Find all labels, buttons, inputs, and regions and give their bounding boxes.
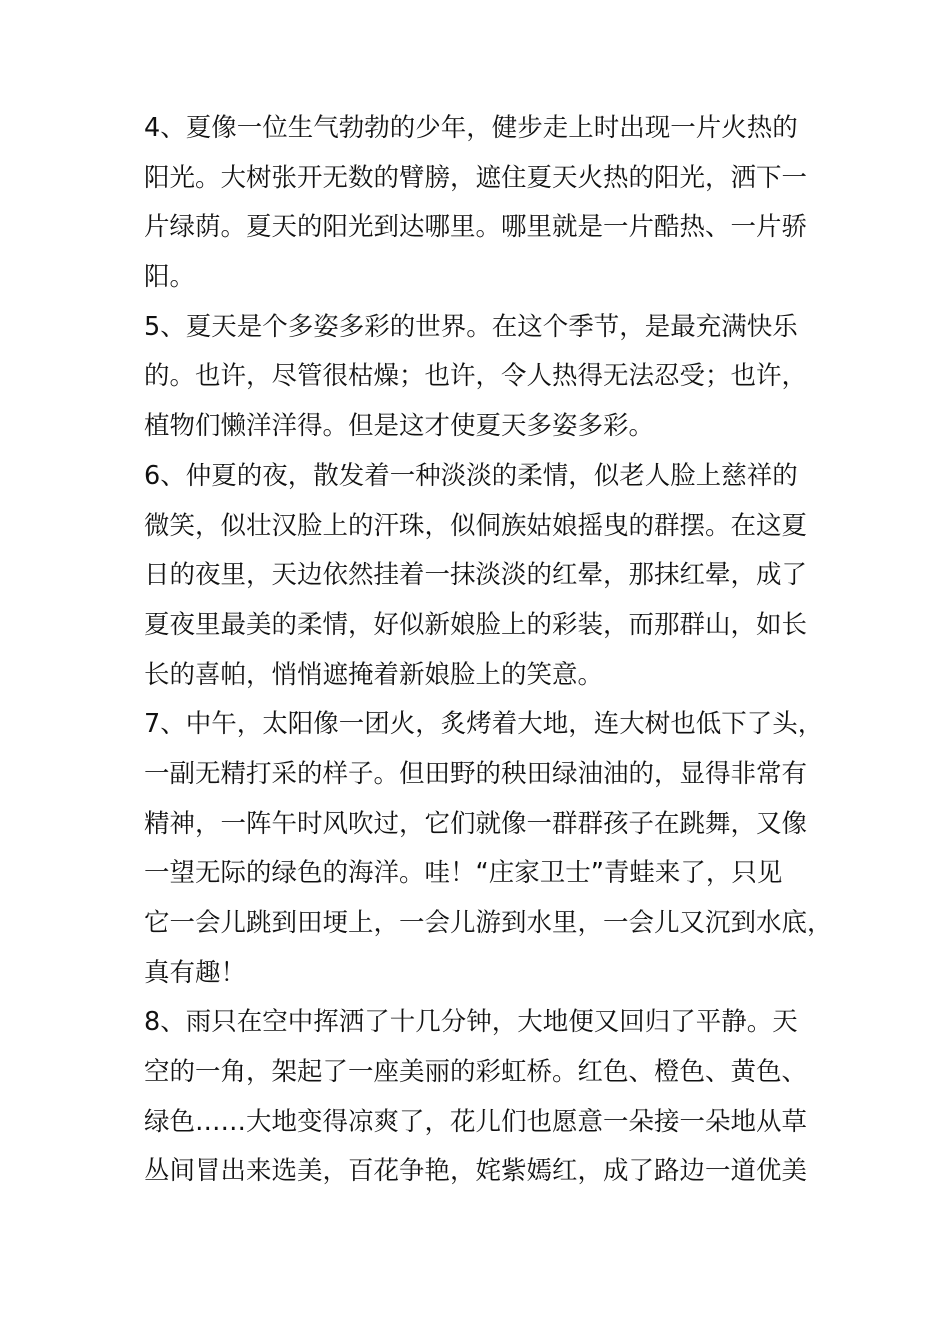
paragraph-7	[144, 700, 833, 998]
paragraph-line: 阳。	[144, 262, 196, 293]
paragraph-line: 微笑，似壮汉脸上的汗珠，似侗族姑娘摇曳的群摆。在这夏	[144, 510, 808, 541]
paragraph-6	[144, 452, 824, 700]
paragraph-line: 一望无际的绿色的海洋。哇！“庄家卫士”青蛙来了，只见	[144, 858, 783, 889]
paragraph-line: 它一会儿跳到田埂上，一会儿游到水里，一会儿又沉到水底，	[144, 908, 833, 938]
paragraph-line: 长的喜帕，悄悄遮掩着新娘脸上的笑意。	[144, 659, 604, 690]
paragraph-line: 片绿荫。夏天的阳光到达哪里。哪里就是一片酷热、一片骄	[144, 212, 808, 243]
paragraph-8	[144, 998, 824, 1197]
paragraph-4	[144, 104, 824, 303]
paragraph-line: 的。也许，尽管很枯燥；也许，令人热得无法忍受；也许，	[144, 361, 808, 392]
paragraph-line: 绿色……大地变得凉爽了，花儿们也愿意一朵接一朵地从草	[144, 1106, 808, 1137]
paragraph-line: 一副无精打采的样子。但田野的秧田绿油油的，显得非常有	[144, 758, 808, 789]
paragraph-line: 4、夏像一位生气勃勃的少年，健步走上时出现一片火热的	[144, 113, 798, 143]
paragraph-line: 阳光。大树张开无数的臂膀，遮住夏天火热的阳光，洒下一	[144, 162, 808, 193]
paragraph-line: 8、雨只在空中挥洒了十几分钟，大地便又回归了平静。天	[144, 1007, 798, 1038]
paragraph-line: 植物们懒洋洋得。但是这才使夏天多姿多彩。	[144, 411, 655, 442]
paragraph-line: 空的一角，架起了一座美丽的彩虹桥。红色、橙色、黄色、	[144, 1057, 808, 1088]
paragraph-line: 5、夏天是个多姿多彩的世界。在这个季节，是最充满快乐	[144, 311, 798, 342]
paragraph-line: 7、中午，太阳像一团火，炙烤着大地，连大树也低下了头，	[144, 709, 824, 740]
paragraph-line: 精神，一阵午时风吹过，它们就像一群群孩子在跳舞，又像	[144, 808, 808, 839]
paragraph-line: 丛间冒出来选美，百花争艳，姹紫嫣红，成了路边一道优美	[144, 1156, 808, 1187]
paragraph-line: 夏夜里最美的柔情，好似新娘脸上的彩装，而那群山，如长	[144, 609, 808, 640]
paragraph-5	[144, 303, 824, 452]
paragraph-line: 6、仲夏的夜，散发着一种淡淡的柔情，似老人脸上慈祥的	[144, 460, 798, 491]
paragraph-line: 真有趣！	[144, 957, 247, 988]
paragraph-line: 日的夜里，天边依然挂着一抹淡淡的红晕，那抹红晕，成了	[144, 560, 808, 591]
document-body	[144, 104, 833, 1197]
